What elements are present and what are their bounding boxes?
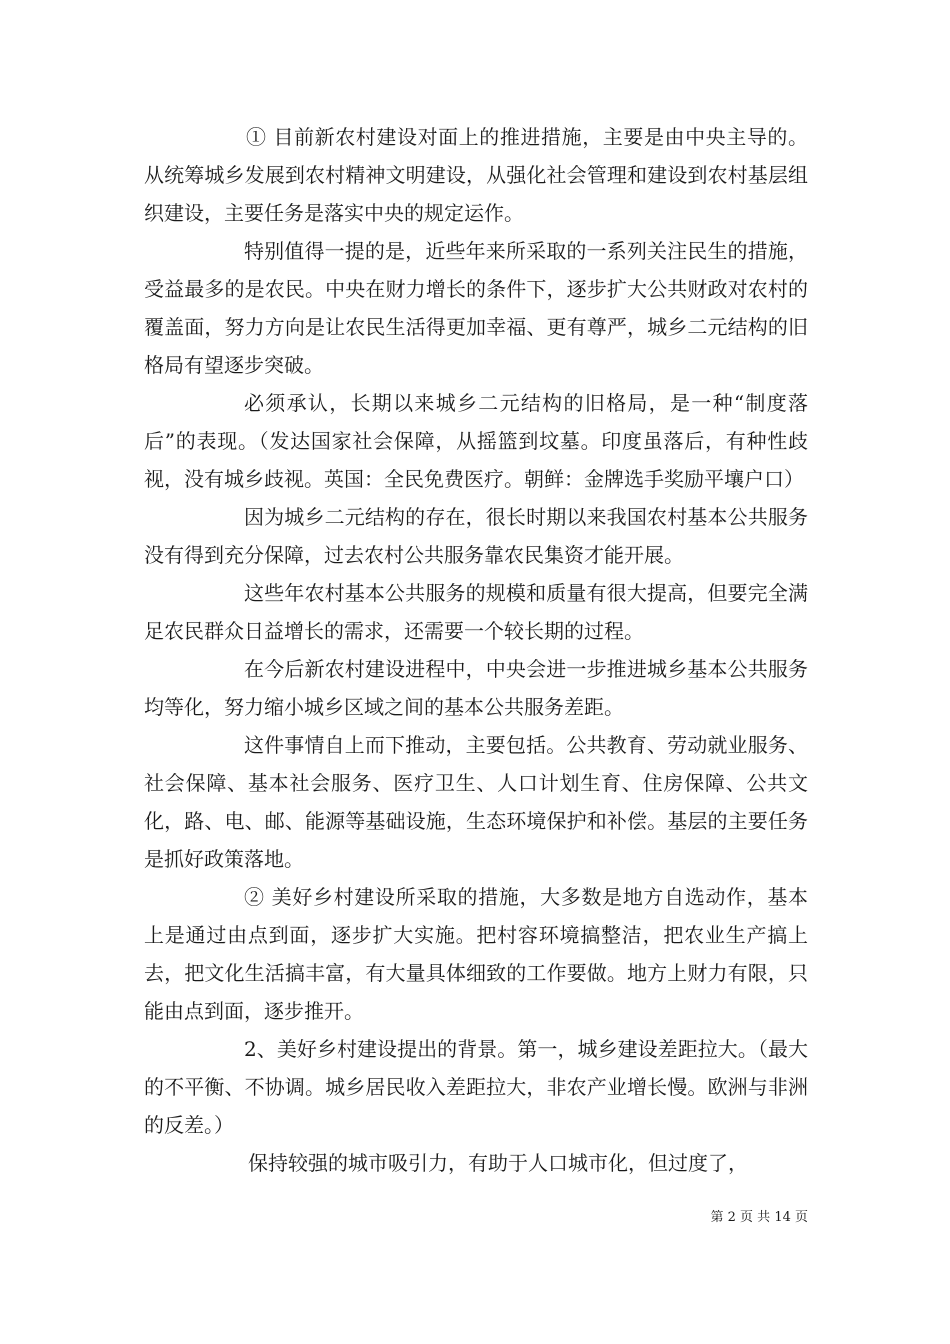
paragraph-3: 必须承认，长期以来城乡二元结构的旧格局，是一种“制度落后”的表现。（发达国家社会保障，从摇篮到坟墓。印度虽落后，有种性歧视，没有城乡歧视。英国：全民免费医疗。朝鲜：金牌选手奖励平壤户口）	[144, 391, 808, 491]
paragraph-1: ① 目前新农村建设对面上的推进措施，主要是由中央主导的。从统筹城乡发展到农村精神文明建设，从强化社会管理和建设到农村基层组织建设，主要任务是落实中央的规定运作。	[144, 125, 808, 225]
paragraph-2: 特别值得一提的是，近些年来所采取的一系列关注民生的措施，受益最多的是农民。中央在财力增长的条件下，逐步扩大公共财政对农村的覆盖面，努力方向是让农民生活得更加幸福、更有尊严，城乡二元结构的旧格局有望逐步突破。	[144, 239, 808, 377]
paragraph-9: 2、美好乡村建设提出的背景。第一，城乡建设差距拉大。（最大的不平衡、不协调。城乡居民收入差距拉大，非农产业增长慢。欧洲与非洲的反差。）	[144, 1037, 808, 1137]
document-body	[144, 118, 808, 1182]
paragraph-5: 这些年农村基本公共服务的规模和质量有很大提高，但要完全满足农民群众日益增长的需求，还需要一个较长期的过程。	[144, 581, 808, 643]
page-number-footer: 第 2 页 共 14 页	[710, 1210, 808, 1225]
paragraph-6: 在今后新农村建设进程中，中央会进一步推进城乡基本公共服务均等化，努力缩小城乡区域之间的基本公共服务差距。	[144, 657, 808, 719]
paragraph-10: 保持较强的城市吸引力，有助于人口城市化，但过度了，	[248, 1151, 748, 1175]
paragraph-8: ② 美好乡村建设所采取的措施，大多数是地方自选动作，基本上是通过由点到面，逐步扩大实施。把村容环境搞整洁，把农业生产搞上去，把文化生活搞丰富，有大量具体细致的工作要做。地方上财力有限，只能由点到面，逐步推开。	[144, 885, 808, 1023]
paragraph-7: 这件事情自上而下推动，主要包括。公共教育、劳动就业服务、社会保障、基本社会服务、医疗卫生、人口计划生育、住房保障、公共文化，路、电、邮、能源等基础设施，生态环境保护和补偿。基层的主要任务是抓好政策落地。	[144, 733, 808, 871]
paragraph-4: 因为城乡二元结构的存在，很长时期以来我国农村基本公共服务没有得到充分保障，过去农村公共服务靠农民集资才能开展。	[144, 505, 808, 567]
